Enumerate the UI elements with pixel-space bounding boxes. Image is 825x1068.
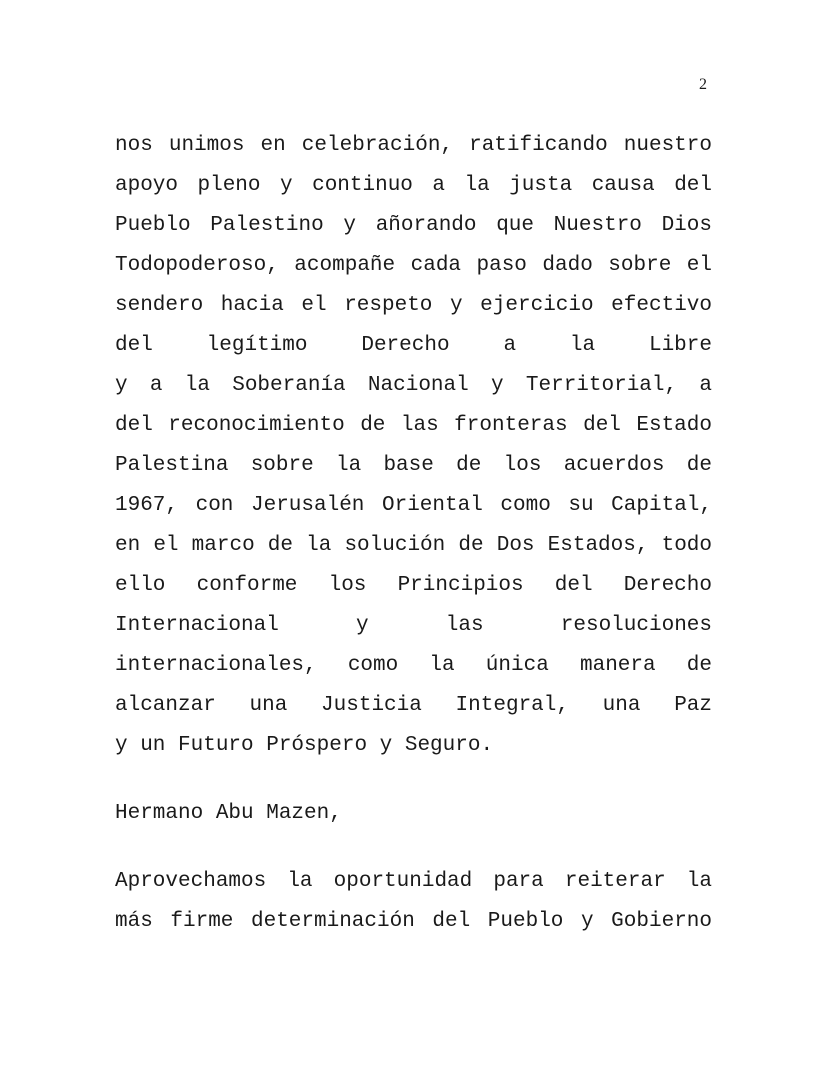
text-line: en el marco de la solución de Dos Estados, todo — [115, 534, 712, 557]
text-line: Internacional y las resoluciones — [115, 614, 712, 637]
text-line: del reconocimiento de las fronteras del Estado — [115, 414, 712, 437]
text-line: y a la Soberanía Nacional y Territorial, a — [115, 374, 712, 397]
text-line: Aprovechamos la oportunidad para reiterar la — [115, 870, 712, 893]
body-paragraph — [115, 862, 712, 942]
text-line: sendero hacia el respeto y ejercicio efectivo — [115, 294, 712, 317]
body-paragraph — [115, 126, 712, 766]
text-line: apoyo pleno y continuo a la justa causa del — [115, 174, 712, 197]
text-line: nos unimos en celebración, ratificando nuestro — [115, 134, 712, 157]
text-line: Palestina sobre la base de los acuerdos de — [115, 454, 712, 477]
text-line: Hermano Abu Mazen, — [115, 802, 342, 825]
text-line: internacionales, como la única manera de — [115, 654, 712, 677]
text-line: 1967, con Jerusalén Oriental como su Capital, — [115, 494, 712, 517]
salutation — [115, 794, 712, 834]
page-number: 2 — [699, 76, 707, 93]
text-line: más firme determinación del Pueblo y Gobierno — [115, 910, 712, 933]
text-line: y un Futuro Próspero y Seguro. — [115, 734, 494, 757]
text-line: del legítimo Derecho a la Libre — [115, 334, 712, 357]
text-line: alcanzar una Justicia Integral, una Paz — [115, 694, 712, 717]
text-line: Todopoderoso, acompañe cada paso dado sobre el — [115, 254, 712, 277]
text-line: Pueblo Palestino y añorando que Nuestro Dios — [115, 214, 712, 237]
text-line: ello conforme los Principios del Derecho — [115, 574, 712, 597]
